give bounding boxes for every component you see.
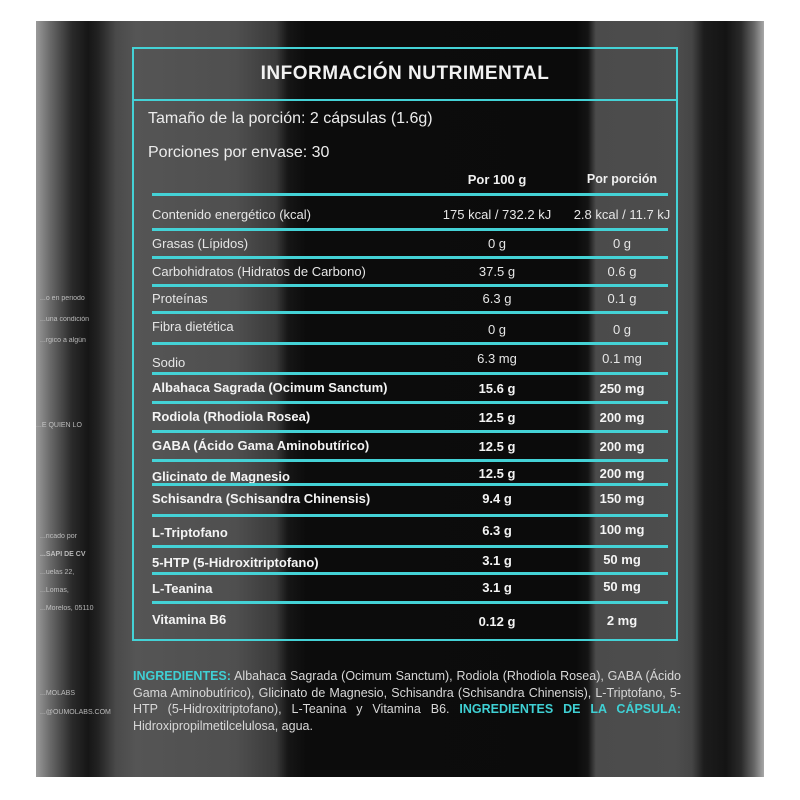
value-per-100g: 3.1 g <box>482 553 512 568</box>
value-per-100g: 175 kcal / 732.2 kJ <box>442 207 552 222</box>
table-row <box>152 256 668 285</box>
manufacturer-line-2: ...SAPI DE CV <box>40 551 86 558</box>
value-per-serving: 0 g <box>612 236 632 251</box>
serving-size: Tamaño de la porción: 2 cápsulas (1.6g) <box>148 110 433 127</box>
value-per-serving: 200 mg <box>599 410 645 425</box>
nutrient-name: Albahaca Sagrada (Ocimum Sanctum) <box>152 380 388 395</box>
manufacturer-line-4: ...Lomas, <box>40 587 69 594</box>
nutrient-name: Schisandra (Schisandra Chinensis) <box>152 491 371 506</box>
value-per-serving: 0.6 g <box>607 264 637 279</box>
value-per-serving: 250 mg <box>599 381 645 396</box>
side-warning-line-2: ...una condición <box>40 316 90 323</box>
value-per-100g: 12.5 g <box>478 466 516 481</box>
value-per-100g: 3.1 g <box>482 580 512 595</box>
value-per-100g: 12.5 g <box>478 410 516 425</box>
table-row <box>152 430 668 460</box>
value-per-serving: 2.8 kcal / 11.7 kJ <box>573 207 671 222</box>
table-row <box>152 284 668 312</box>
table-row <box>152 459 668 484</box>
nutrient-name: 5-HTP (5-Hidroxitriptofano) <box>152 555 319 570</box>
side-warning-line-4: ...E QUIEN LO <box>36 422 82 429</box>
value-per-serving: 50 mg <box>603 552 641 567</box>
capsule-ingredients-label: INGREDIENTES DE LA CÁPSULA: <box>459 702 681 716</box>
value-per-100g: 6.3 mg <box>477 351 517 366</box>
panel-header <box>134 49 676 101</box>
table-row <box>152 545 668 573</box>
nutrient-name: Rodiola (Rhodiola Rosea) <box>152 409 311 424</box>
value-per-serving: 200 mg <box>599 439 645 454</box>
value-per-100g: 0 g <box>487 322 507 337</box>
value-per-serving: 0.1 mg <box>602 351 642 366</box>
table-row <box>152 401 668 431</box>
ingredients-list: Albahaca Sagrada (Ocimum Sanctum), Rodiola (Rhodiola Rosea), GABA (Ácido Gama Aminobutírico), Glicinato de Magnesio, Schisandra (Schisandra Chinensis), L-Triptofano, 5-HTP (5-Hidroxitriptofano), L-Teanina y Vitamina B6. <box>133 669 681 716</box>
nutrient-name: Sodio <box>152 355 186 370</box>
nutrient-name: Proteínas <box>152 291 208 306</box>
value-per-100g: 0 g <box>487 236 507 251</box>
ingredients-text <box>133 668 681 734</box>
value-per-serving: 150 mg <box>599 491 645 506</box>
table-row <box>152 601 668 637</box>
manufacturer-line-1: ...ricado por <box>40 533 77 540</box>
table-row <box>152 311 668 343</box>
nutrient-name: Fibra dietética <box>152 319 234 334</box>
table-row <box>152 372 668 402</box>
nutrient-name: Grasas (Lípidos) <box>152 236 249 251</box>
value-per-100g: 9.4 g <box>482 491 512 506</box>
column-header-per-100g: Por 100 g <box>467 172 527 187</box>
nutrient-name: Carbohidratos (Hidratos de Carbono) <box>152 264 366 279</box>
value-per-100g: 37.5 g <box>478 264 516 279</box>
nutrient-name: Vitamina B6 <box>152 612 227 627</box>
capsule-ingredients-list: Hidroxipropilmetilcelulosa, agua. <box>133 718 313 733</box>
value-per-serving: 0 g <box>612 322 632 337</box>
manufacturer-line-5: ...Morelos, 05110 <box>40 605 94 612</box>
panel-title: INFORMACIÓN NUTRIMENTAL <box>260 63 550 84</box>
servings-per-container: Porciones por envase: 30 <box>148 144 330 161</box>
column-header-per-serving: Por porción <box>586 172 658 186</box>
value-per-100g: 6.3 g <box>482 291 512 306</box>
value-per-100g: 0.12 g <box>478 614 516 629</box>
brand-line-1: ...MOLABS <box>40 690 76 697</box>
value-per-serving: 0.1 g <box>607 291 637 306</box>
value-per-100g: 15.6 g <box>478 381 516 396</box>
nutrient-name: L-Teanina <box>152 581 213 596</box>
table-row <box>152 483 668 515</box>
nutrient-name: GABA (Ácido Gama Aminobutírico) <box>152 438 370 453</box>
nutrient-name: Contenido energético (kcal) <box>152 207 311 222</box>
value-per-serving: 50 mg <box>603 579 641 594</box>
nutrient-name: Glicinato de Magnesio <box>152 469 290 484</box>
value-per-100g: 6.3 g <box>482 523 512 538</box>
ingredients-label: INGREDIENTES: <box>133 669 231 683</box>
nutrition-facts-panel <box>132 47 678 641</box>
table-row <box>152 228 668 257</box>
value-per-serving: 100 mg <box>599 522 645 537</box>
nutrient-name: L-Triptofano <box>152 525 228 540</box>
brand-email: ...@OUMOLABS.COM <box>40 709 111 716</box>
table-row <box>152 572 668 602</box>
table-row <box>152 342 668 373</box>
value-per-serving: 2 mg <box>606 613 638 628</box>
value-per-serving: 200 mg <box>599 466 645 481</box>
table-row <box>152 514 668 546</box>
side-warning-line-1: ...o en periodo <box>40 295 85 302</box>
value-per-100g: 12.5 g <box>478 439 516 454</box>
side-warning-line-3: ...rgico a algún <box>40 337 86 344</box>
manufacturer-line-3: ...uelas 22, <box>40 569 75 576</box>
table-row <box>152 193 671 229</box>
pink-label-accent <box>736 671 764 777</box>
